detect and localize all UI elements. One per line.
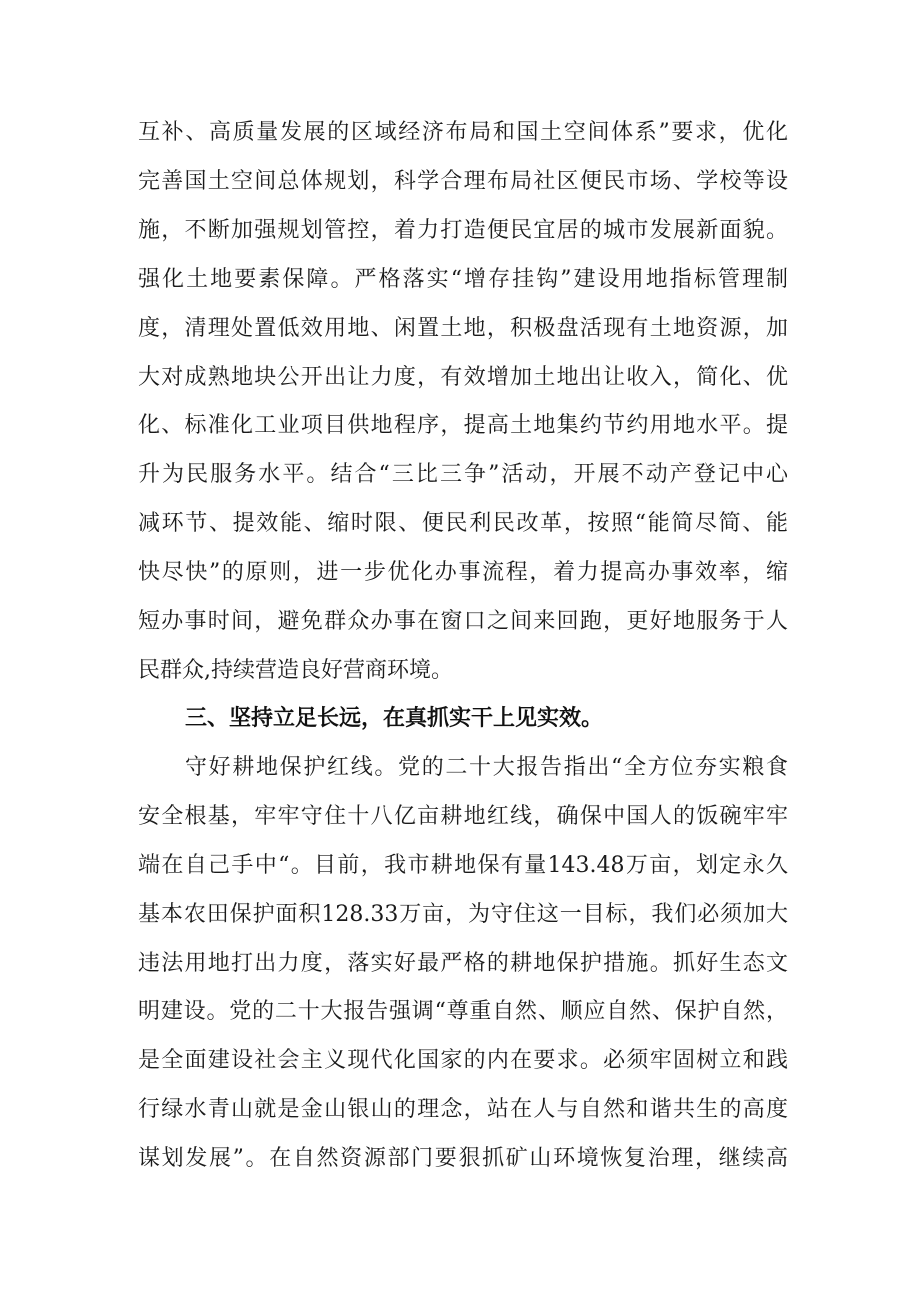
text-line: 短办事时间，避免群众办事在窗口之间来回跑，更好地服务于人: [138, 609, 788, 634]
text-line: 民群众,持续营造良好营商环境。: [138, 658, 453, 683]
text-line: 违法用地打出力度，落实好最严格的耕地保护措施。抓好生态文: [138, 951, 788, 976]
text-line: 安全根基，牢牢守住十八亿亩耕地红线，确保中国人的饭碗牢牢: [138, 804, 788, 829]
text-line: 基本农田保护面积128.33万亩，为守住这一目标，我们必须加大: [138, 902, 788, 927]
text-line: 度，清理处置低效用地、闲置土地，积极盘活现有土地资源，加: [138, 316, 788, 341]
text-line: 守好耕地保护红线。党的二十大报告指出“全方位夯实粮食: [185, 755, 788, 780]
text-line: 快尽快”的原则，进一步优化办事流程，着力提高办事效率，缩: [138, 560, 788, 585]
text-line: 强化土地要素保障。严格落实“增存挂钩”建设用地指标管理制: [138, 267, 788, 292]
text-line: 完善国土空间总体规划，科学合理布局社区便民市场、学校等设: [138, 169, 788, 194]
text-line: 减环节、提效能、缩时限、便民利民改革，按照“能简尽简、能: [138, 511, 788, 536]
text-line: 大对成熟地块公开出让力度，有效增加土地出让收入，简化、优: [138, 365, 788, 390]
text-line: 端在自己手中“。目前，我市耕地保有量143.48万亩，划定永久: [138, 853, 788, 878]
text-line: 行绿水青山就是金山银山的理念，站在人与自然和谐共生的高度: [138, 1097, 788, 1122]
text-line: 升为民服务水平。结合“三比三争”活动，开展不动产登记中心: [138, 462, 788, 487]
text-line: 明建设。党的二十大报告强调“尊重自然、顺应自然、保护自然，: [138, 999, 788, 1024]
text-line: 谋划发展”。在自然资源部门要狠抓矿山环境恢复治理，继续高: [138, 1146, 788, 1171]
text-line: 化、标准化工业项目供地程序，提高土地集约节约用地水平。提: [138, 413, 788, 438]
text-line: 互补、高质量发展的区域经济布局和国土空间体系”要求，优化: [138, 120, 788, 145]
text-line: 是全面建设社会主义现代化国家的内在要求。必须牢固树立和践: [138, 1048, 788, 1073]
text-line: 施，不断加强规划管控，着力打造便民宜居的城市发展新面貌。: [138, 218, 788, 243]
section-heading: 三、坚持立足长远，在真抓实干上见实效。: [185, 706, 604, 731]
